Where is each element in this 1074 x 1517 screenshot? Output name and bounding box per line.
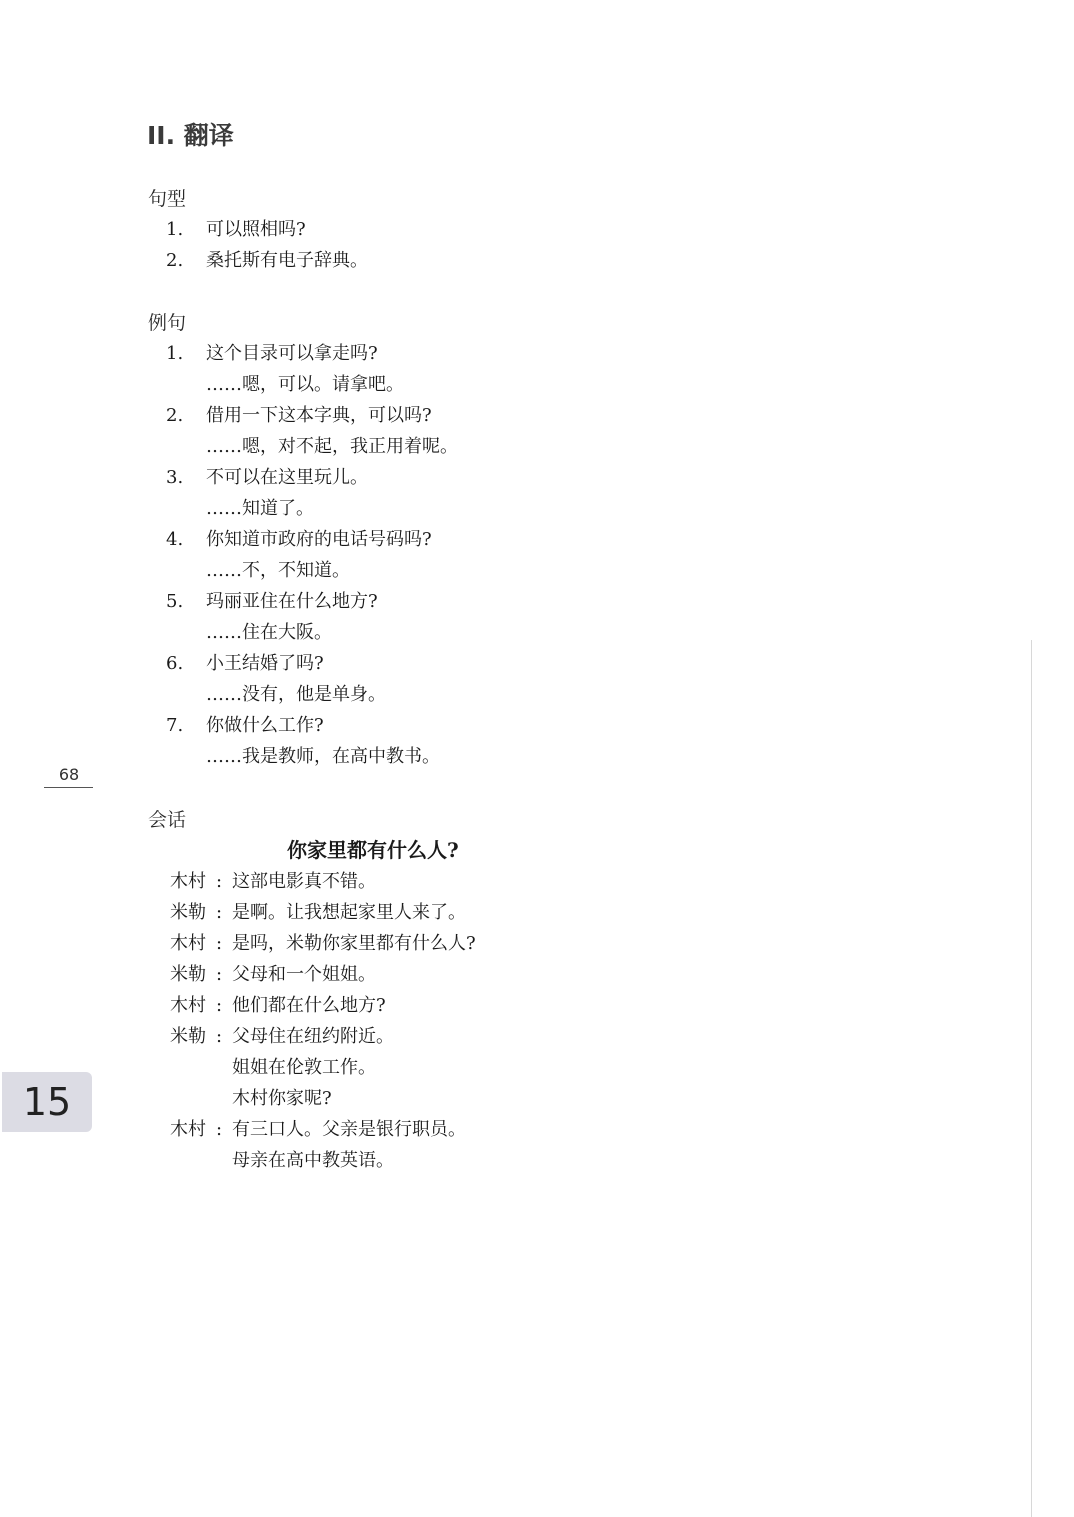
example-number: 4. xyxy=(166,529,184,550)
speaker-name: 木村 xyxy=(170,995,206,1016)
dialog-line: 是吗，米勒你家里都有什么人? xyxy=(232,933,476,954)
dialog-line: 父母和一个姐姐。 xyxy=(232,964,376,985)
conversation-title: 你家里都有什么人? xyxy=(287,838,459,862)
example-answer: ……不，不知道。 xyxy=(206,560,350,581)
example-question: 玛丽亚住在什么地方? xyxy=(206,591,378,612)
speaker-colon: : xyxy=(216,1026,223,1047)
example-question: 你知道市政府的电话号码吗? xyxy=(206,529,432,550)
example-number: 6. xyxy=(166,653,184,674)
speaker-name: 米勒 xyxy=(170,1026,206,1047)
example-answer: ……没有，他是单身。 xyxy=(206,684,386,705)
dialog-line: 这部电影真不错。 xyxy=(232,871,376,892)
speaker-colon: : xyxy=(216,902,223,923)
pattern-sentence: 可以照相吗? xyxy=(206,219,306,240)
pattern-number: 2. xyxy=(166,250,184,271)
dialog-line: 母亲在高中教英语。 xyxy=(232,1150,394,1171)
example-question: 这个目录可以拿走吗? xyxy=(206,343,378,364)
dialog-line: 是啊。让我想起家里人来了。 xyxy=(232,902,466,923)
sentence-patterns-label: 句型 xyxy=(148,188,187,210)
page-number: 68 xyxy=(58,765,80,784)
example-answer: ……嗯，可以。请拿吧。 xyxy=(206,374,404,395)
example-number: 1. xyxy=(166,343,184,364)
example-answer: ……住在大阪。 xyxy=(206,622,332,643)
pattern-number: 1. xyxy=(166,219,184,240)
page-edge-line xyxy=(1031,640,1032,1517)
example-question: 你做什么工作? xyxy=(206,715,324,736)
example-number: 5. xyxy=(166,591,184,612)
dialog-line: 有三口人。父亲是银行职员。 xyxy=(232,1119,466,1140)
example-question: 不可以在这里玩儿。 xyxy=(206,467,368,488)
example-number: 2. xyxy=(166,405,184,426)
speaker-colon: : xyxy=(216,964,223,985)
speaker-name: 木村 xyxy=(170,1119,206,1140)
speaker-name: 木村 xyxy=(170,871,206,892)
dialog-line: 姐姐在伦敦工作。 xyxy=(232,1057,376,1078)
example-question: 小王结婚了吗? xyxy=(206,653,324,674)
speaker-name: 米勒 xyxy=(170,902,206,923)
example-number: 7. xyxy=(166,715,184,736)
speaker-colon: : xyxy=(216,1119,223,1140)
speaker-colon: : xyxy=(216,871,223,892)
example-answer: ……知道了。 xyxy=(206,498,314,519)
example-number: 3. xyxy=(166,467,184,488)
dialog-line: 他们都在什么地方? xyxy=(232,995,386,1016)
dialog-line: 木村你家呢? xyxy=(232,1088,332,1109)
speaker-colon: : xyxy=(216,933,223,954)
page-number-rule xyxy=(44,787,93,788)
section-heading: II. 翻译 xyxy=(147,121,234,150)
example-question: 借用一下这本字典，可以吗? xyxy=(206,405,432,426)
chapter-number: 15 xyxy=(22,1080,72,1124)
speaker-name: 木村 xyxy=(170,933,206,954)
example-answer: ……嗯，对不起，我正用着呢。 xyxy=(206,436,458,457)
speaker-name: 米勒 xyxy=(170,964,206,985)
dialog-line: 父母住在纽约附近。 xyxy=(232,1026,394,1047)
examples-label: 例句 xyxy=(148,312,187,334)
conversation-label: 会话 xyxy=(148,809,187,831)
pattern-sentence: 桑托斯有电子辞典。 xyxy=(206,250,368,271)
speaker-colon: : xyxy=(216,995,223,1016)
example-answer: ……我是教师，在高中教书。 xyxy=(206,746,440,767)
